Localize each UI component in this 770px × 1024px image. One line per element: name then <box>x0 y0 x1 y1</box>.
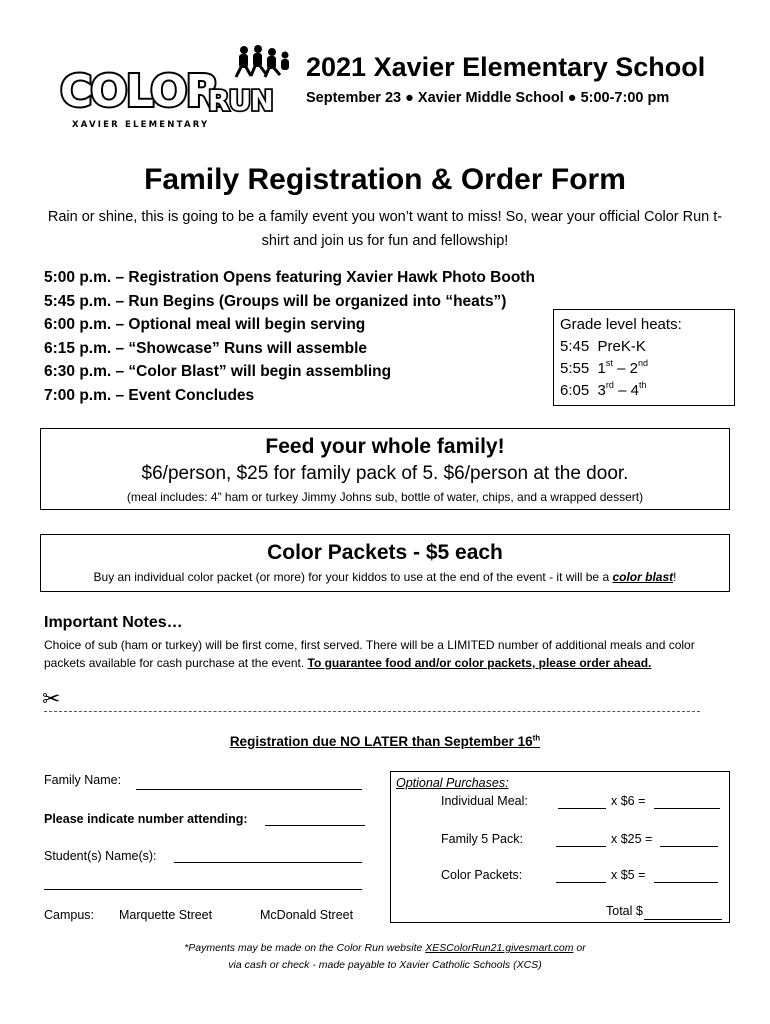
heat-row <box>560 336 734 358</box>
meal-calc: x $6 = <box>611 794 646 808</box>
footer-text: *Payments may be made on the Color Run website <box>184 942 426 954</box>
schedule-item: 5:45 p.m. – Run Begins (Groups will be organized into “heats”) <box>44 292 507 310</box>
grade-heats-box <box>553 309 735 406</box>
intro-text: Rain or shine, this is going to be a family event you won’t want to miss! So, wear your official Color Run t-shirt and join us for fun and fellowship! <box>47 209 723 249</box>
heats-title: Grade level heats: <box>560 316 682 333</box>
students-field[interactable] <box>174 862 362 863</box>
students-label: Student(s) Name(s): <box>44 849 157 863</box>
heat-grade: 4 <box>630 382 639 399</box>
campus-option-marquette[interactable]: Marquette Street <box>119 908 213 922</box>
logo-run-text: RUN <box>208 84 273 117</box>
color-packets-qty-field[interactable] <box>556 882 606 883</box>
heat-suffix: th <box>638 380 647 390</box>
meal-qty-field[interactable] <box>558 808 606 809</box>
heat-grade: 2 <box>629 360 638 377</box>
deadline-text-wrap <box>230 734 540 749</box>
schedule-item: 6:30 p.m. – “Color Blast” will begin assembling <box>44 363 392 380</box>
form-title: Family Registration & Order Form <box>144 163 626 196</box>
registration-deadline <box>0 733 770 749</box>
schedule-item: 6:00 p.m. – Optional meal will begin serving <box>44 316 366 333</box>
footer-line-1 <box>0 940 770 957</box>
heat-time: 5:45 <box>560 338 590 355</box>
family-name-label: Family Name: <box>44 773 122 787</box>
logo-color-text: COLOR <box>60 66 218 117</box>
meal-item-label: Individual Meal: <box>441 794 528 808</box>
color-packets-end: ! <box>673 570 677 584</box>
schedule-list <box>44 266 535 407</box>
logo-tagline: XAVIER ELEMENTARY <box>72 120 210 130</box>
family-pack-calc: x $25 = <box>611 832 653 846</box>
payment-footer <box>0 940 770 974</box>
meal-title: Feed your whole family! <box>265 435 505 458</box>
color-packets-item-label: Color Packets: <box>441 868 523 882</box>
heat-sep: – <box>613 382 631 399</box>
campus-option-mcdonald[interactable]: McDonald Street <box>260 908 354 922</box>
meal-note: (meal includes: 4” ham or turkey Jimmy Johns sub, bottle of water, chips, and a wrapped dessert) <box>126 490 644 504</box>
footer-line-2: via cash or check - made payable to Xavier Catholic Schools (XCS) <box>228 959 542 971</box>
cut-line <box>44 711 700 712</box>
students-field-line2[interactable] <box>44 889 362 890</box>
deadline-text: Registration due NO LATER than September 16 <box>229 733 533 749</box>
color-packets-box <box>40 534 730 592</box>
heat-row <box>560 380 734 402</box>
event-subtitle: September 23 ● Xavier Middle School ● 5:00-7:00 pm <box>306 90 670 106</box>
color-run-logo <box>58 44 294 130</box>
family-pack-qty-field[interactable] <box>556 846 606 847</box>
heat-time: 6:05 <box>560 382 590 399</box>
schedule-item: 5:00 p.m. – Registration Opens featuring Xavier Hawk Photo Booth <box>44 269 535 286</box>
optional-purchases-title: Optional Purchases: <box>396 776 509 790</box>
heat-grades: PreK-K <box>597 338 646 355</box>
family-pack-label: Family 5 Pack: <box>441 832 523 846</box>
meal-box <box>40 428 730 510</box>
heat-time: 5:55 <box>560 360 590 377</box>
heat-grade: 3 <box>597 382 606 399</box>
heat-suffix: rd <box>605 380 614 390</box>
attending-label: Please indicate number attending: <box>44 812 248 826</box>
runner-figures-icon <box>236 45 289 77</box>
heat-sep: – <box>612 360 630 377</box>
heat-suffix: st <box>605 358 613 368</box>
total-field[interactable] <box>644 919 722 920</box>
family-pack-amount-field[interactable] <box>660 846 718 847</box>
color-packets-text: Buy an individual color packet (or more) for your kiddos to use at the end of the event - it will be a <box>93 570 613 584</box>
notes-title: Important Notes… <box>44 614 183 631</box>
scissors-icon: ✂ <box>42 686 61 711</box>
meal-amount-field[interactable] <box>654 808 720 809</box>
family-name-field[interactable] <box>136 789 362 790</box>
footer-text: or <box>573 942 586 954</box>
total-label: Total $ <box>606 904 643 918</box>
heat-suffix: nd <box>637 358 648 368</box>
color-packets-amount-field[interactable] <box>654 882 718 883</box>
payment-website-link[interactable]: XESColorRun21.givesmart.com <box>425 942 574 954</box>
meal-price: $6/person, $25 for family pack of 5. $6/person at the door. <box>141 463 629 484</box>
color-blast-emphasis: color blast <box>612 570 674 584</box>
schedule-item: 7:00 p.m. – Event Concludes <box>44 386 255 404</box>
color-packets-calc: x $5 = <box>611 868 646 882</box>
color-packets-title: Color Packets - $5 each <box>267 541 503 564</box>
campus-label: Campus: <box>44 908 95 922</box>
heat-row <box>560 358 734 380</box>
attending-field[interactable] <box>265 825 365 826</box>
deadline-suffix: th <box>532 733 541 742</box>
notes-emphasis: To guarantee food and/or color packets, please order ahead. <box>307 656 652 670</box>
color-packets-desc <box>41 570 729 584</box>
heat-grade: 1 <box>597 360 606 377</box>
notes-text: Choice of sub (ham or turkey) will be first come, first served. There will be a LIMITED number of additional meals and color packets available for cash purchase at the event. <box>44 638 695 670</box>
schedule-item: 6:15 p.m. – “Showcase” Runs will assemble <box>44 339 368 357</box>
notes-body <box>44 636 730 672</box>
event-title: 2021 Xavier Elementary School <box>306 52 706 82</box>
